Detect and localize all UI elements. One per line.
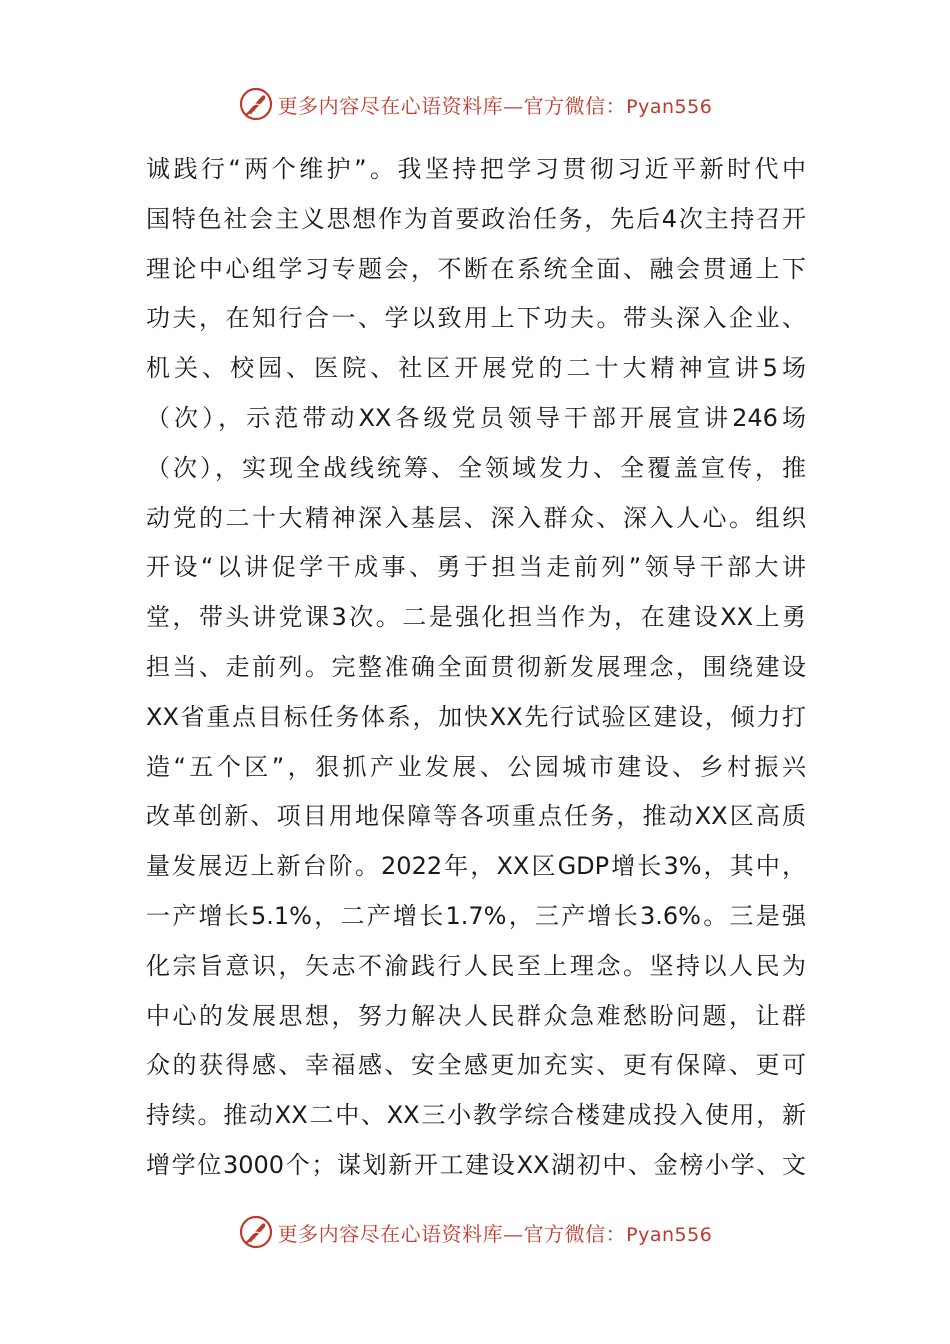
text-line: 增学位3000个；谋划新开工建设XX湖初中、金榜小学、文 xyxy=(146,1150,806,1179)
header-watermark xyxy=(0,84,950,124)
text-line: 动党的二十大精神深入基层、深入群众、深入人心。组织 xyxy=(146,503,806,532)
text-line: 理论中心组学习专题会，不断在系统全面、融会贯通上下 xyxy=(146,254,806,283)
text-line: 开设“以讲促学干成事、勇于担当走前列”领导干部大讲 xyxy=(146,553,806,582)
watermark-id: Pyan556 xyxy=(626,1223,713,1246)
text-line: 造“五个区”，狠抓产业发展、公园城市建设、乡村振兴 xyxy=(146,752,806,781)
text-line: 中心的发展思想，努力解决人民群众急难愁盼问题，让群 xyxy=(146,1001,806,1030)
text-line: 改革创新、项目用地保障等各项重点任务，推动XX区高质 xyxy=(146,802,806,831)
watermark-cn: 更多内容尽在心语资料库—官方微信： xyxy=(277,93,627,118)
text-line: 机关、校园、医院、社区开展党的二十大精神宣讲5场 xyxy=(146,354,806,383)
watermark-id: Pyan556 xyxy=(626,95,713,118)
text-line: 担当、走前列。完整准确全面贯彻新发展理念，围绕建设 xyxy=(146,652,806,681)
text-line: （次），实现全战线统筹、全领域发力、全覆盖宣传，推 xyxy=(146,453,806,482)
quill-logo-icon xyxy=(238,86,274,122)
watermark-cn: 更多内容尽在心语资料库—官方微信： xyxy=(277,1221,627,1246)
quill-logo-icon xyxy=(238,1214,274,1250)
text-line: 国特色社会主义思想作为首要政治任务，先后4次主持召开 xyxy=(146,204,806,233)
watermark-text xyxy=(278,90,713,119)
text-line: 功夫，在知行合一、学以致用上下功夫。带头深入企业、 xyxy=(146,304,806,333)
text-line: 众的获得感、幸福感、安全感更加充实、更有保障、更可 xyxy=(146,1051,806,1080)
text-line: 量发展迈上新台阶。2022年，XX区GDP增长3%，其中， xyxy=(146,852,806,881)
text-line: 一产增长5.1%，二产增长1.7%，三产增长3.6%。三是强 xyxy=(146,901,806,930)
footer-watermark xyxy=(0,1212,950,1252)
text-line: 堂，带头讲党课3次。二是强化担当作为，在建设XX上勇 xyxy=(146,603,806,632)
text-line: 持续。推动XX二中、XX三小教学综合楼建成投入使用，新 xyxy=(146,1101,806,1130)
watermark-text xyxy=(278,1218,713,1247)
document-body xyxy=(146,145,806,1191)
text-line: 诚践行“两个维护”。我坚持把学习贯彻习近平新时代中 xyxy=(146,155,806,183)
text-line: （次），示范带动XX各级党员领导干部开展宣讲246场 xyxy=(146,403,806,432)
text-line: XX省重点目标任务体系，加快XX先行试验区建设，倾力打 xyxy=(146,702,806,731)
text-line: 化宗旨意识，矢志不渝践行人民至上理念。坚持以人民为 xyxy=(146,951,806,980)
